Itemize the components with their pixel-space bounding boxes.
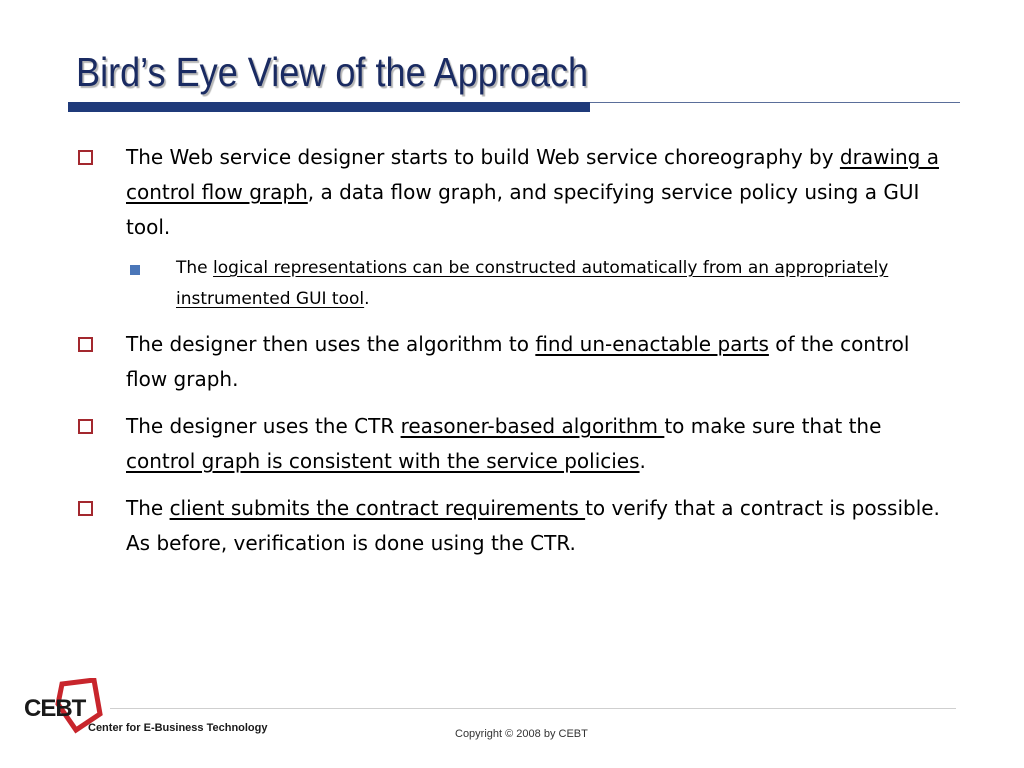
bullet-item: The designer uses the CTR reasoner-based algorithm to make sure that the control graph is consistent with the service policies. (72, 409, 952, 479)
bullet-link-text: reasoner-based algorithm (400, 414, 665, 438)
slide-title: Bird’s Eye View of the Approach (76, 49, 589, 95)
slide-body (72, 140, 952, 573)
filled-square-bullet-icon (130, 265, 140, 275)
copyright-text: Copyright © 2008 by CEBT (455, 728, 588, 740)
bullet-link-text: client submits the contract requirements (169, 496, 586, 520)
bullet-link-text: find un-enactable parts (535, 332, 769, 356)
logo-text: CEBT (24, 695, 86, 722)
bullet-item: The client submits the contract requirements to verify that a contract is possible. As before, verification is done using the CTR. (72, 491, 952, 561)
hollow-square-bullet-icon (78, 150, 93, 165)
title-underline-bar (68, 102, 590, 112)
sub-bullet-item: The logical representations can be constructed automatically from an appropriately instrumented GUI tool. (72, 253, 952, 315)
organization-name: Center for E-Business Technology (88, 722, 268, 734)
bullet-link-text: drawing a control flow graph (126, 145, 939, 204)
hollow-square-bullet-icon (78, 337, 93, 352)
sub-bullet-link-text: logical representations can be constructed automatically from an appropriately instrumented GUI tool (176, 258, 889, 309)
bullet-item: The Web service designer starts to build Web service choreography by drawing a control flow graph, a data flow graph, and specifying service policy using a GUI tool. (72, 140, 952, 245)
footer-divider (110, 708, 956, 709)
bullet-item: The designer then uses the algorithm to find un-enactable parts of the control flow graph. (72, 327, 952, 397)
hollow-square-bullet-icon (78, 501, 93, 516)
bullet-link-text: control graph is consistent with the service policies (126, 449, 640, 473)
title-underline-rule (590, 102, 960, 103)
hollow-square-bullet-icon (78, 419, 93, 434)
